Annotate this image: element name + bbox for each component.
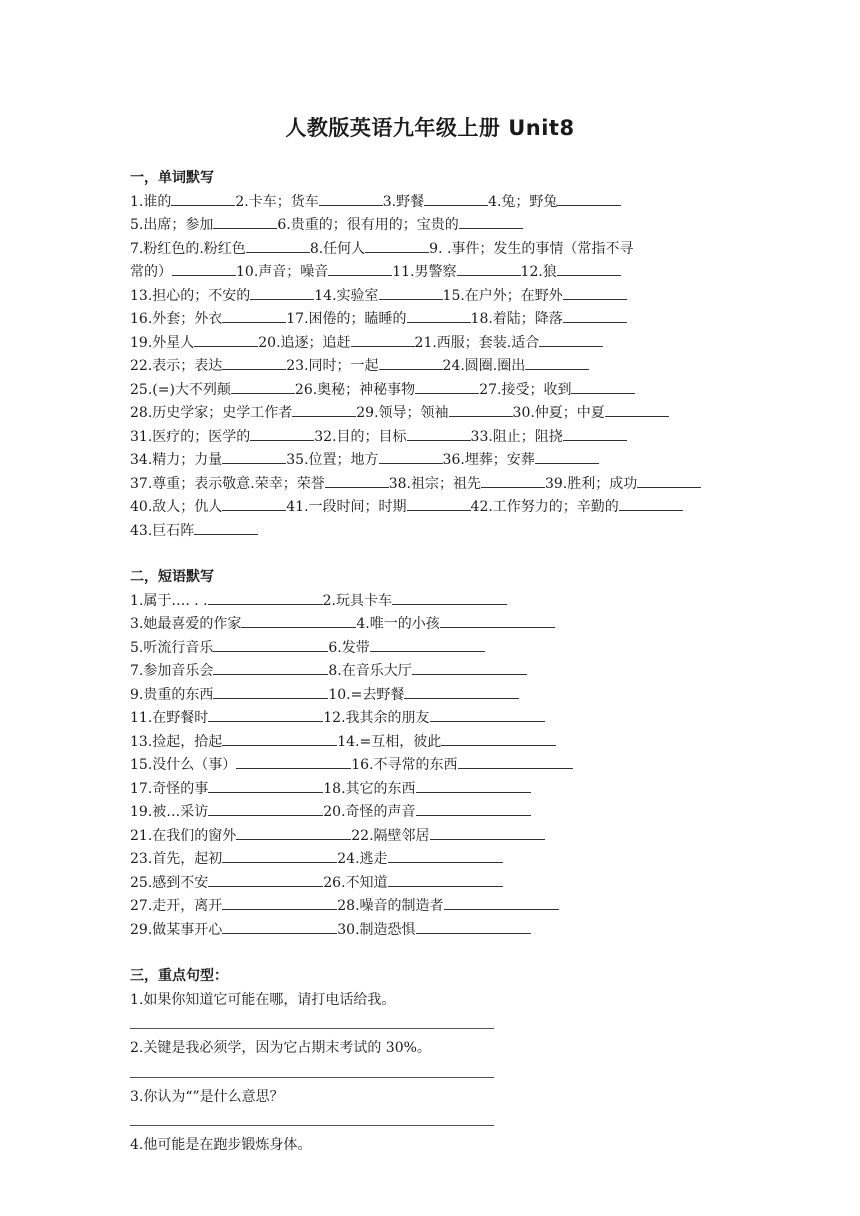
answer-blank[interactable] — [416, 919, 531, 934]
vocab-item: 16.外套；外衣 — [130, 311, 223, 327]
answer-blank[interactable] — [557, 191, 621, 206]
vocab-line — [130, 238, 740, 262]
section-vocabulary — [130, 167, 740, 543]
answer-blank[interactable] — [619, 496, 683, 511]
answer-blank[interactable] — [392, 590, 507, 605]
phrase-row — [130, 731, 740, 755]
answer-blank[interactable] — [424, 191, 488, 206]
vocab-item: 21.西服；套装.适合 — [414, 334, 540, 351]
answer-blank[interactable] — [557, 261, 621, 276]
phrase-item: 7.参加音乐会 — [130, 663, 214, 679]
answer-blank[interactable] — [208, 801, 323, 816]
phrase-row — [130, 778, 740, 802]
vocab-line — [130, 355, 740, 379]
answer-blank[interactable] — [231, 379, 295, 394]
answer-blank[interactable] — [213, 684, 328, 699]
phrase-item: 3.她最喜爱的作家 — [130, 616, 242, 632]
vocab-line — [130, 496, 740, 520]
vocab-item: 30.仲夏；中夏 — [512, 405, 605, 421]
vocab-item: 3.野餐 — [382, 193, 425, 210]
phrase-row — [130, 848, 740, 872]
phrase-item: 22.隔壁邻居 — [351, 827, 430, 844]
section-heading: 一，单词默写 — [130, 170, 214, 186]
phrase-item: 17.奇怪的事 — [130, 780, 209, 797]
sentence-prompt: 1.如果你知道它可能在哪，请打电话给我。 — [130, 991, 396, 1008]
vocab-line — [130, 473, 740, 497]
vocab-item: 42.工作努力的；辛勤的 — [470, 499, 619, 515]
vocab-line — [130, 214, 740, 238]
phrase-row — [130, 801, 740, 825]
vocab-item: 41.一段时间；时期 — [286, 499, 407, 515]
phrase-item: 1.属于…. . . — [130, 592, 208, 609]
vocab-item: 40.敌人；仇人 — [130, 499, 223, 515]
vocab-item: 37.尊重；表示敬意.荣幸；荣誉 — [130, 475, 325, 492]
vocab-item: 11.男警察 — [392, 264, 457, 280]
sentence-prompt: 3.你认为“”是什么意思？ — [130, 1088, 284, 1105]
section-sentences — [130, 965, 740, 1158]
phrase-item: 6.发带 — [328, 639, 370, 656]
answer-blank[interactable] — [407, 308, 471, 323]
answer-blank[interactable] — [571, 379, 635, 394]
answer-blank[interactable] — [415, 379, 479, 394]
vocab-item: 19.外星人 — [130, 334, 195, 351]
section-heading: 三，重点句型： — [130, 968, 228, 984]
answer-blank[interactable] — [407, 426, 471, 441]
vocab-item: 20.追逐；追赶 — [258, 334, 351, 351]
vocab-item: 12.狼 — [520, 264, 557, 280]
answer-blank[interactable] — [416, 801, 531, 816]
vocab-item: 22.表示；表达 — [130, 358, 223, 374]
answer-blank[interactable] — [222, 496, 286, 511]
vocab-item: 9. .事件；发生的事情（常指不寻 — [429, 240, 634, 257]
answer-blank[interactable] — [444, 895, 559, 910]
answer-blank[interactable] — [539, 332, 603, 347]
answer-blank[interactable] — [457, 261, 521, 276]
answer-blank[interactable] — [236, 754, 351, 769]
answer-blank[interactable] — [563, 285, 627, 300]
phrase-item: 5.听流行音乐 — [130, 639, 214, 656]
vocab-item: 6.贵重的；很有用的；宝贵的 — [277, 217, 459, 233]
answer-blank[interactable] — [222, 731, 337, 746]
vocab-item: 15.在户外；在野外 — [442, 287, 563, 304]
vocab-item: 29.领导；领袖 — [356, 405, 449, 421]
answer-blank[interactable] — [292, 402, 356, 417]
answer-line[interactable] — [130, 1061, 494, 1078]
answer-blank[interactable] — [388, 872, 503, 887]
vocab-item: 32.目的；目标 — [314, 428, 407, 445]
vocab-item: 38.祖宗；祖先 — [388, 475, 481, 492]
vocab-line — [130, 379, 740, 403]
vocab-line — [130, 308, 740, 332]
vocab-item: 36.埋葬；安葬 — [442, 452, 535, 468]
phrase-item: 10.=去野餐 — [328, 686, 405, 703]
vocab-item: 35.位置；地方 — [286, 452, 379, 468]
answer-blank[interactable] — [379, 285, 443, 300]
page-title: 人教版英语九年级上册 Unit8 — [285, 116, 575, 140]
phrase-item: 26.不知道 — [323, 874, 388, 891]
answer-blank[interactable] — [171, 191, 235, 206]
answer-blank[interactable] — [172, 261, 236, 276]
phrase-item: 19.被…采访 — [130, 804, 209, 820]
vocab-line — [130, 449, 740, 473]
answer-blank[interactable] — [430, 707, 545, 722]
answer-blank[interactable] — [319, 191, 383, 206]
vocab-item: 10.声音；噪音 — [236, 264, 329, 280]
vocab-item: 34.精力；力量 — [130, 452, 223, 468]
vocab-line — [130, 402, 740, 426]
answer-blank[interactable] — [525, 355, 589, 370]
vocab-line — [130, 261, 740, 285]
answer-blank[interactable] — [388, 848, 503, 863]
answer-blank[interactable] — [208, 778, 323, 793]
phrase-item: 18.其它的东西 — [323, 780, 416, 797]
worksheet-content — [130, 167, 740, 1181]
vocab-item: 25.(=)大不列颠 — [130, 381, 231, 398]
answer-blank[interactable] — [325, 473, 389, 488]
vocab-item: 常的） — [130, 264, 172, 280]
vocabulary-list — [130, 191, 740, 544]
answer-blank[interactable] — [222, 848, 337, 863]
answer-blank[interactable] — [208, 872, 323, 887]
answer-blank[interactable] — [194, 332, 258, 347]
answer-blank[interactable] — [458, 754, 573, 769]
answer-blank[interactable] — [246, 238, 310, 253]
vocab-item: 18.着陆；降落 — [470, 311, 563, 327]
vocab-item: 24.圆圈.圈出 — [442, 358, 526, 374]
answer-blank[interactable] — [236, 825, 351, 840]
answer-blank[interactable] — [563, 308, 627, 323]
phrase-item: 8.在音乐大厅 — [328, 663, 412, 679]
phrase-row — [130, 707, 740, 731]
sentence-prompt: 2.关键是我必须学，因为它占期末考试的 30%。 — [130, 1040, 431, 1056]
vocab-item: 7.粉红色的.粉红色 — [130, 240, 246, 257]
answer-blank[interactable] — [637, 473, 701, 488]
phrase-item: 20.奇怪的声音 — [323, 804, 416, 820]
answer-blank[interactable] — [194, 520, 258, 535]
answer-blank[interactable] — [241, 613, 356, 628]
phrase-row — [130, 684, 740, 708]
phrase-row — [130, 660, 740, 684]
phrase-item: 16.不寻常的东西 — [351, 757, 458, 773]
vocab-item: 2.卡车；货车 — [235, 193, 319, 210]
phrase-item: 25.感到不安 — [130, 874, 209, 891]
phrase-item: 4.唯一的小孩 — [356, 616, 440, 632]
section-phrases — [130, 566, 740, 942]
phrase-item: 9.贵重的东西 — [130, 686, 214, 703]
answer-blank[interactable] — [351, 332, 415, 347]
vocab-item: 5.出席；参加 — [130, 217, 214, 233]
phrase-list — [130, 590, 740, 943]
phrase-row — [130, 872, 740, 896]
vocab-item: 17.困倦的；瞌睡的 — [286, 311, 407, 327]
phrase-row — [130, 825, 740, 849]
phrase-item: 14.=互相，彼此 — [337, 733, 442, 750]
vocab-line — [130, 191, 740, 215]
vocab-line — [130, 520, 740, 544]
phrase-row — [130, 637, 740, 661]
section-heading: 二，短语默写 — [130, 569, 214, 585]
vocab-line — [130, 426, 740, 450]
phrase-item: 30.制造恐惧 — [337, 921, 416, 938]
phrase-row — [130, 895, 740, 919]
vocab-item: 4.兔；野兔 — [488, 193, 558, 210]
answer-blank[interactable] — [449, 402, 513, 417]
answer-blank[interactable] — [222, 308, 286, 323]
answer-blank[interactable] — [535, 449, 599, 464]
phrase-item: 29.做某事开心 — [130, 921, 223, 938]
answer-blank[interactable] — [222, 449, 286, 464]
answer-blank[interactable] — [379, 355, 443, 370]
answer-blank[interactable] — [222, 355, 286, 370]
vocab-item: 8.任何人 — [309, 240, 366, 257]
sentence-list — [130, 989, 740, 1158]
phrase-row — [130, 613, 740, 637]
answer-blank[interactable] — [416, 778, 531, 793]
vocab-item: 26.奥秘；神秘事物 — [294, 381, 416, 398]
answer-blank[interactable] — [459, 214, 523, 229]
answer-blank[interactable] — [365, 238, 429, 253]
vocab-item: 28.历史学家；史学工作者 — [130, 405, 293, 421]
phrase-item: 21.在我们的窗外 — [130, 827, 237, 844]
answer-blank[interactable] — [379, 449, 443, 464]
vocab-item: 23.同时；一起 — [286, 358, 379, 374]
answer-blank[interactable] — [213, 637, 328, 652]
phrase-item: 24.逃走 — [337, 851, 388, 867]
answer-blank[interactable] — [407, 496, 471, 511]
answer-blank[interactable] — [481, 473, 545, 488]
answer-blank[interactable] — [213, 214, 277, 229]
answer-blank[interactable] — [250, 426, 314, 441]
sentence-prompt: 4.他可能是在跑步锻炼身体。 — [130, 1137, 312, 1153]
vocab-item: 39.胜利；成功 — [544, 475, 638, 492]
answer-blank[interactable] — [222, 919, 337, 934]
vocab-item: 27.接受；收到 — [479, 381, 572, 398]
answer-blank[interactable] — [213, 660, 328, 675]
answer-blank[interactable] — [605, 402, 669, 417]
answer-blank[interactable] — [440, 613, 555, 628]
phrase-item: 28.噪音的制造者 — [337, 898, 444, 914]
phrase-item: 13.捡起，拾起 — [130, 733, 223, 750]
phrase-item: 2.玩具卡车 — [322, 592, 392, 609]
answer-blank[interactable] — [430, 825, 545, 840]
phrase-item: 27.走开，离开 — [130, 898, 223, 914]
answer-blank[interactable] — [222, 895, 337, 910]
vocab-item: 14.实验室 — [314, 287, 379, 304]
vocab-item: 43.巨石阵 — [130, 522, 195, 539]
answer-blank[interactable] — [250, 285, 314, 300]
phrase-item: 15.没什么（事） — [130, 757, 237, 773]
phrase-row — [130, 590, 740, 614]
phrase-item: 11.在野餐时 — [130, 710, 209, 726]
answer-blank[interactable] — [328, 261, 392, 276]
phrase-row — [130, 919, 740, 943]
answer-blank[interactable] — [412, 660, 527, 675]
vocab-item: 13.担心的；不安的 — [130, 287, 251, 304]
vocab-item: 1.谁的 — [130, 193, 172, 210]
answer-blank[interactable] — [370, 637, 485, 652]
answer-blank[interactable] — [208, 707, 323, 722]
vocab-item: 33.阻止；阻挠 — [470, 428, 563, 445]
phrase-item: 12.我其余的朋友 — [323, 710, 430, 726]
answer-line[interactable] — [130, 1109, 494, 1126]
phrase-row — [130, 754, 740, 778]
vocab-item: 31.医疗的；医学的 — [130, 428, 251, 445]
vocab-line — [130, 332, 740, 356]
answer-line[interactable] — [130, 1012, 494, 1029]
answer-blank[interactable] — [563, 426, 627, 441]
answer-blank[interactable] — [441, 731, 556, 746]
vocab-line — [130, 285, 740, 309]
phrase-item: 23.首先，起初 — [130, 851, 223, 867]
answer-blank[interactable] — [404, 684, 519, 699]
answer-blank[interactable] — [208, 590, 323, 605]
